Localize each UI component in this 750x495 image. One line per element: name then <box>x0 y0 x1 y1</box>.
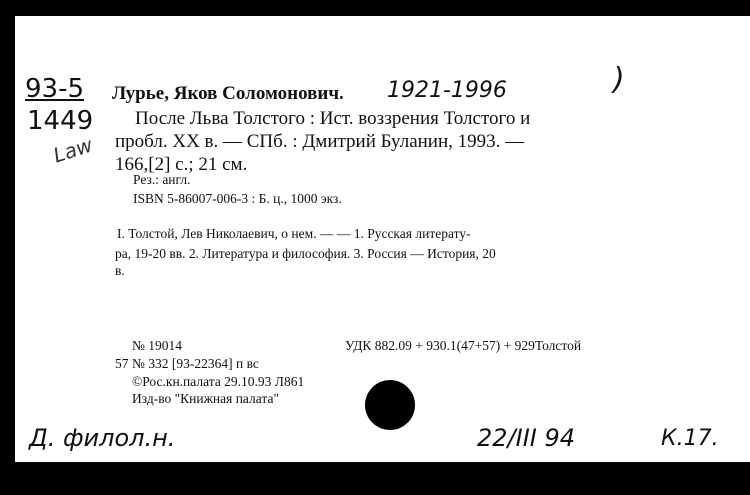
handwritten-date: 22/III 94 <box>477 424 576 452</box>
title-line-3: 166,[2] с.; 21 см. <box>115 154 248 175</box>
subject-line-1: I. Толстой, Лев Николаевич, о нем. — — 1. Русская литерату- <box>117 226 471 241</box>
summary-note: Рез.: англ. <box>133 172 191 187</box>
subject-line-3: в. <box>115 263 125 278</box>
author-dates-bracket: ) <box>613 62 625 97</box>
handwritten-initials: К.17. <box>661 426 719 451</box>
bottom-border <box>0 462 750 495</box>
record-number: № 19014 <box>132 338 183 353</box>
subject-line-2: ра, 19-20 вв. 2. Литература и философия. 3. Россия — История, 20 <box>115 246 496 261</box>
author-name: Лурье, Яков Соломонович. <box>112 83 344 104</box>
stamp-mark: Law <box>50 132 96 168</box>
author-dates: 1921-1996 <box>387 78 507 103</box>
call-number-line2: 1449 <box>27 106 94 136</box>
copyright-line: ©Рос.кн.палата 29.10.93 Л861 <box>132 374 305 389</box>
udc-code: УДК 882.09 + 930.1(47+57) + 929Толстой <box>345 338 582 353</box>
isbn-line: ISBN 5-86007-006-3 : Б. ц., 1000 экз. <box>133 191 342 206</box>
title-line-1: После Льва Толстого : Ист. воззрения Толстого и <box>135 108 531 129</box>
punch-hole <box>365 380 415 430</box>
record-number-2: № 332 [93-22364] п вс <box>132 356 259 371</box>
record-prefix: 57 <box>115 356 129 371</box>
handwritten-dept: Д. филол.н. <box>29 424 176 452</box>
call-number-line1: 93-5 <box>25 74 85 104</box>
publisher-line: Изд-во "Книжная палата" <box>132 391 279 406</box>
title-line-2: пробл. XX в. — СПб. : Дмитрий Буланин, 1993. — <box>115 131 525 152</box>
